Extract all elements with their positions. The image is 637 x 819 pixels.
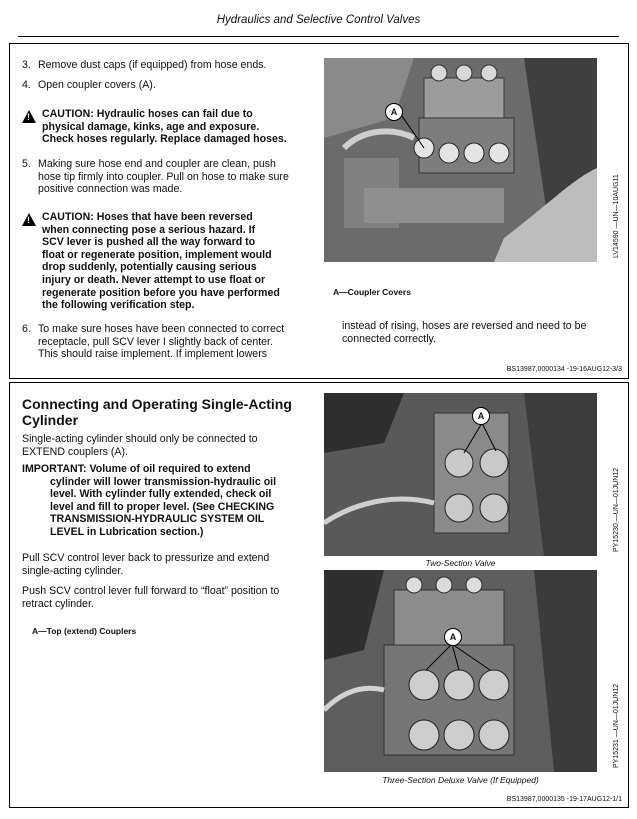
caution2-line: CAUTION: Hoses that have been reversed — [42, 211, 253, 223]
callout-label: A — [449, 632, 457, 642]
caution2-line: SCV lever is pushed all the way forward to — [42, 236, 256, 249]
callout-a-coupler-covers — [385, 103, 403, 121]
important-line: IMPORTANT: Volume of oil required to extend — [22, 463, 251, 475]
section2-intro — [22, 433, 258, 458]
step-6-continued — [342, 320, 586, 345]
header-divider — [18, 36, 619, 37]
important-line: level. With cylinder fully extended, check oil — [50, 488, 272, 501]
important-line: cylinder will lower transmission-hydraulic oil — [50, 475, 277, 488]
section2-reference: BS13987,0000135 -19-17AUG12-1/1 — [506, 796, 622, 803]
step-5-text — [38, 158, 289, 196]
step6-line: This should raise implement. If implement lowers — [38, 348, 268, 361]
title-line: Connecting and Operating Single-Acting — [22, 396, 292, 412]
caution2-line: drop suddenly, potentially causing serious — [42, 261, 257, 274]
important-oil-level — [22, 463, 276, 539]
step-6-number: 6. — [22, 323, 31, 335]
warning-triangle-icon — [22, 213, 36, 226]
section2-para-retract — [22, 585, 279, 610]
callout-a-two-section — [472, 407, 490, 425]
section2-title — [22, 396, 292, 428]
section2-legend: A—Top (extend) Couplers — [32, 626, 137, 636]
photo-three-section-valve — [324, 570, 597, 772]
para1-line: single-acting cylinder. — [22, 564, 124, 577]
step5-line: positive connection was made. — [38, 183, 183, 196]
intro-line: Single-acting cylinder should only be connected to — [22, 433, 258, 445]
callout-label: A — [390, 107, 398, 117]
callout-label: A — [477, 411, 485, 421]
section2-para-extend — [22, 552, 269, 577]
photo3-side-code: PY15231 —UN—01JUN12 — [613, 683, 620, 768]
page-title: Hydraulics and Selective Control Valves — [216, 14, 421, 26]
step-4-number: 4. — [22, 79, 31, 91]
important-line: level and fill to proper level. (See CHECKING — [50, 500, 275, 513]
caution-hose-failure — [42, 108, 287, 146]
caution-reversed-hoses — [42, 211, 280, 312]
step6-line: To make sure hoses have been connected to correct — [38, 323, 285, 335]
caution1-line: Check hoses regularly. Replace damaged hoses. — [42, 133, 287, 146]
caution2-line: injury or death. Never attempt to use float or — [42, 273, 266, 286]
photo3-caption: Three-Section Deluxe Valve (If Equipped) — [382, 775, 539, 785]
step-5-number: 5. — [22, 158, 31, 170]
step6-cont-line: instead of rising, hoses are reversed and need to be — [342, 320, 587, 332]
intro-line: EXTEND couplers (A). — [22, 445, 128, 458]
step6-cont-line: connected correctly. — [342, 332, 437, 345]
photo-coupler-covers — [324, 58, 597, 262]
photo-two-section-valve — [324, 393, 597, 556]
caution1-line: CAUTION: Hydraulic hoses can fail due to — [42, 108, 253, 120]
title-line: Cylinder — [22, 412, 79, 428]
caution2-line: float or regenerate position, implement would — [42, 248, 272, 261]
photo1-side-code: LV14590 —UN—10AUG11 — [613, 174, 620, 258]
para2-line: Push SCV control lever full forward to “float” position to — [22, 585, 280, 597]
caution1-line: physical damage, kinks, age and exposure. — [42, 120, 260, 133]
page-header — [0, 0, 637, 40]
step5-line: Making sure hose end and coupler are clean, push — [38, 158, 276, 170]
para2-line: retract cylinder. — [22, 597, 94, 610]
caution2-line: regenerate position before you have performed — [42, 286, 280, 299]
step-3-number: 3. — [22, 59, 31, 71]
warning-triangle-icon — [22, 110, 36, 123]
step5-line: hose tip firmly into coupler. Pull on hose to make sure — [38, 170, 289, 183]
important-line: TRANSMISSION-HYDRAULIC SYSTEM OIL — [50, 513, 265, 526]
callout-a-three-section — [444, 628, 462, 646]
section1-reference: BS13987,0000134 -19-16AUG12-3/3 — [506, 366, 622, 373]
photo1-legend: A—Coupler Covers — [333, 287, 411, 297]
para1-line: Pull SCV control lever back to pressurize and extend — [22, 552, 270, 564]
step-6-text — [38, 323, 284, 361]
step-3-text: Remove dust caps (if equipped) from hose ends. — [38, 59, 267, 71]
caution2-line: the following verification step. — [42, 299, 195, 312]
step6-line: receptacle, pull SCV lever I slightly back of center. — [38, 335, 273, 348]
caution2-line: when connecting pose a serious hazard. If — [42, 223, 256, 236]
photo2-caption: Two-Section Valve — [425, 558, 496, 568]
photo2-side-code: PY15230 —UN—01JUN12 — [613, 467, 620, 552]
step-4-text: Open coupler covers (A). — [38, 79, 156, 91]
important-line: LEVEL in Lubrication section.) — [50, 525, 204, 538]
